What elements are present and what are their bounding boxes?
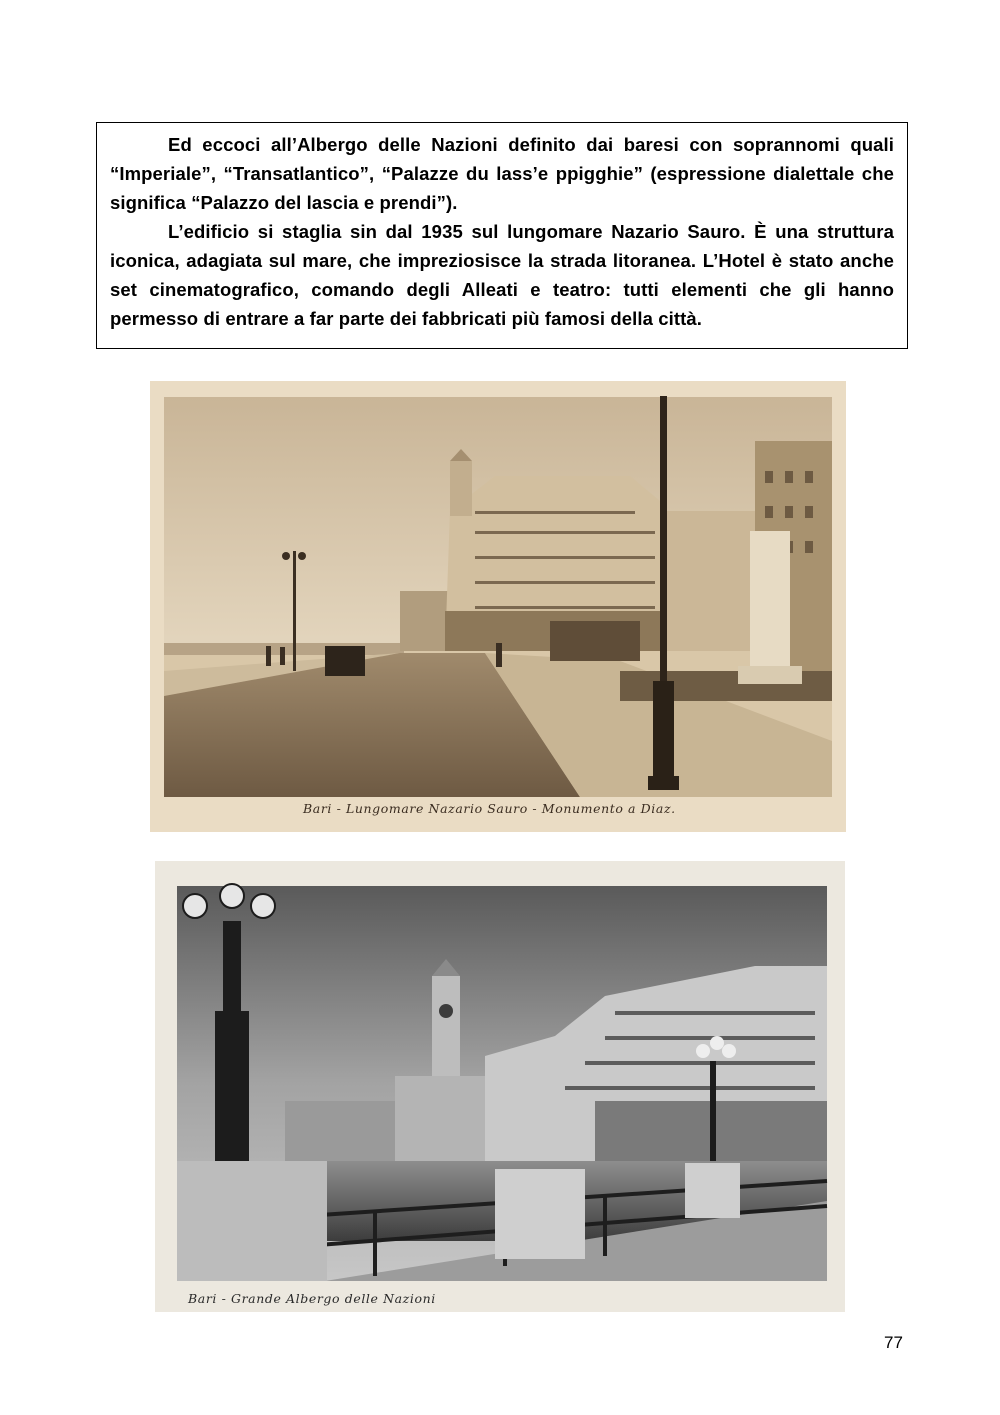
- paragraph-1: Ed eccoci all’Albergo delle Nazioni definito dai baresi con soprannomi quali “Imperiale”, “Transatlantico”, “Palazze du lass’e ppigghie” (espressione dialettale che significa “Palazzo del lascia e prendi”).: [110, 134, 894, 213]
- postcard-lungomare: [150, 381, 846, 832]
- postcard-albergo-caption: Bari - Grande Albergo delle Nazioni: [188, 1291, 436, 1306]
- postcard-lungomare-photo: [150, 381, 846, 832]
- intro-text-box: [96, 122, 908, 349]
- postcard-lungomare-caption: Bari - Lungomare Nazario Sauro - Monumento a Diaz.: [303, 801, 676, 816]
- postcard-albergo: [155, 861, 845, 1312]
- page-number: 77: [884, 1333, 903, 1352]
- paragraph-2: L’edificio si staglia sin dal 1935 sul lungomare Nazario Sauro. È una struttura iconica, adagiata sul mare, che impreziosisce la strada litoranea. L’Hotel è stato anche set cinematografico, comando degli Alleati e teatro: tutti elementi che gli hanno permesso di entrare a far parte dei fabbricati più famosi della città.: [110, 221, 894, 329]
- postcard-albergo-photo: [155, 861, 845, 1312]
